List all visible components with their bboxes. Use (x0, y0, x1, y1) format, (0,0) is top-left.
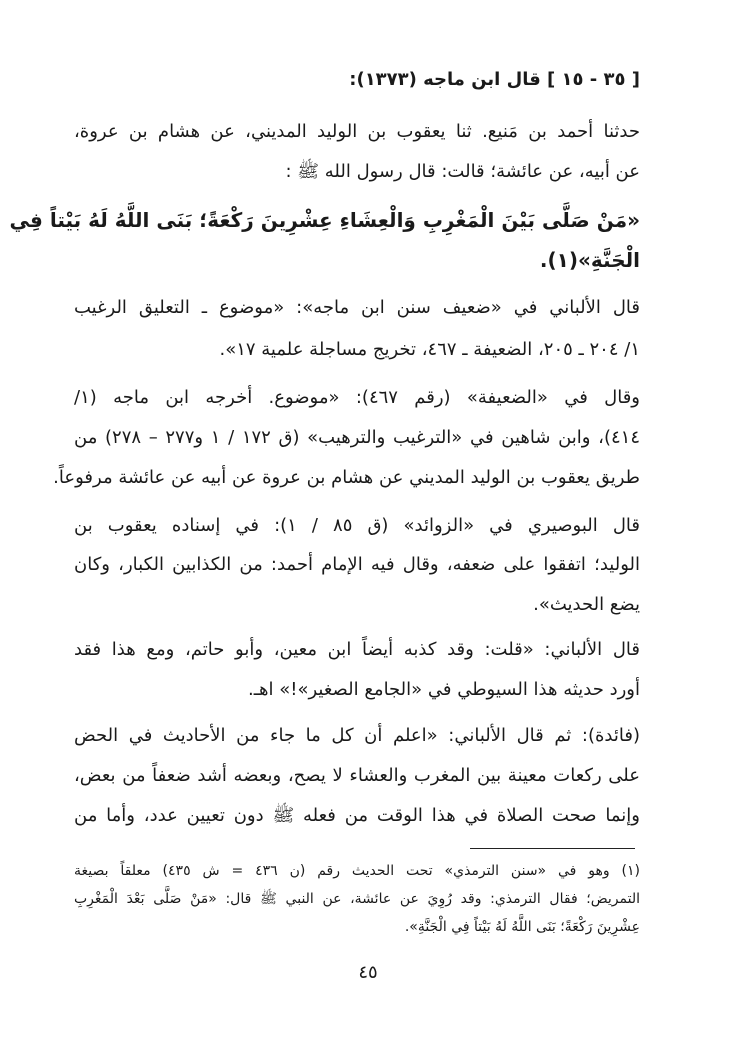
daeefa-line-2: ٤١٤)، وابن شاهين في «الترغيب والترهيب» (ق ١٧٢ / ١ و٢٧٧ – ٢٧٨) من (74, 427, 640, 448)
hadith-text-line-2: الْجَنَّةِ»(١). (539, 248, 640, 272)
albani-note-line-2: أورد حديثه هذا السيوطي في «الجامع الصغير»!» اهـ. (248, 679, 640, 700)
faida-line-1: (فائدة): ثم قال الألباني: «اعلم أن كل ما جاء من الأحاديث في الحض (74, 725, 640, 746)
footnote-line-3: عِشْرِينَ رَكْعَةً؛ بَنَى اللَّهُ لَهُ بَيْتاً فِي الْجَنَّةِ». (404, 919, 640, 935)
footnote-separator (470, 848, 635, 849)
footnote-line-2: التمريض؛ فقال الترمذي: وقد رُوِيَ عن عائشة، عن النبي ﷺ قال: «مَنْ صَلَّى بَعْدَ الْمَغْرِبِ (74, 891, 640, 907)
hadith-text-line-1: «مَنْ صَلَّى بَيْنَ الْمَغْرِبِ وَالْعِشَاءِ عِشْرِينَ رَكْعَةً؛ بَنَى اللَّهُ لَهُ بَيْتاً فِي (9, 208, 640, 232)
busiri-line-2: الوليد؛ اتفقوا على ضعفه، وقال فيه الإمام أحمد: من الكذابين الكبار، وكان (74, 554, 640, 575)
daeefa-line-3: طريق يعقوب بن الوليد المديني عن هشام بن عروة عن أبيه عن عائشة مرفوعاً. (53, 467, 640, 488)
faida-line-3: وإنما صحت الصلاة في هذا الوقت من فعله ﷺ دون تعيين عدد، وأما من (74, 805, 640, 826)
isnad-line-2: عن أبيه، عن عائشة؛ قالت: قال رسول الله ﷺ : (285, 161, 640, 182)
albani-ruling-line-1: قال الألباني في «ضعيف سنن ابن ماجه»: «موضوع ـ التعليق الرغيب (74, 297, 640, 318)
hadith-heading: [ ٣٥ - ١٥ ] قال ابن ماجه (١٣٧٣): (349, 69, 640, 90)
albani-note-line-1: قال الألباني: «قلت: وقد كذبه أيضاً ابن معين، وأبو حاتم، ومع هذا فقد (74, 639, 640, 660)
footnote-line-1: (١) وهو في «سنن الترمذي» تحت الحديث رقم (ن ٤٣٦ = ش ٤٣٥) معلقاً بصيغة (74, 863, 641, 879)
albani-ruling-line-2: ١/ ٢٠٤ ـ ٢٠٥، الضعيفة ـ ٤٦٧، تخريج مساجلة علمية ١٧». (219, 339, 640, 360)
daeefa-line-1: وقال في «الضعيفة» (رقم ٤٦٧): «موضوع. أخرجه ابن ماجه (١/ (74, 387, 640, 408)
page-number: ٤٥ (358, 962, 378, 983)
faida-line-2: على ركعات معينة بين المغرب والعشاء لا يصح، وبعضه أشد ضعفاً من بعض، (74, 765, 640, 786)
isnad-line-1: حدثنا أحمد بن مَنيع. ثنا يعقوب بن الوليد المديني، عن هشام بن عروة، (74, 121, 640, 142)
busiri-line-1: قال البوصيري في «الزوائد» (ق ٨٥ / ١): في إسناده يعقوب بن (74, 515, 641, 536)
busiri-line-3: يضع الحديث». (533, 594, 640, 615)
